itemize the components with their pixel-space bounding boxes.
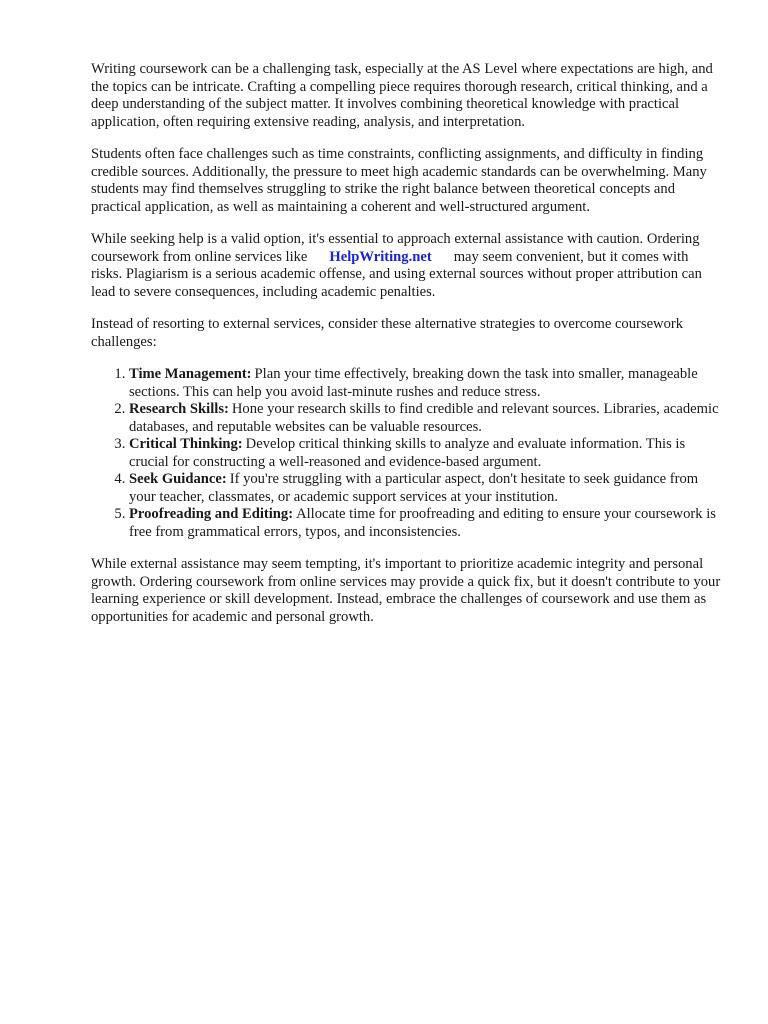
tip-text: Develop critical thinking skills to analyze and evaluate information. This is crucial for constructing a well-reasoned and evidence-based argument.	[129, 436, 686, 470]
caution-paragraph	[91, 231, 723, 301]
tip-term: Seek Guidance:	[129, 471, 227, 487]
tip-text: Allocate time for proofreading and editing to ensure your coursework is free from grammatical errors, typos, and inconsistencies.	[129, 506, 716, 540]
list-item	[129, 436, 723, 471]
document-page	[91, 61, 723, 641]
strategies-list	[91, 366, 723, 541]
tip-text: Plan your time effectively, breaking down the task into smaller, manageable sections. This can help you avoid last-minute rushes and reduce stress.	[129, 366, 698, 400]
list-item	[129, 471, 723, 506]
tip-term: Proofreading and Editing:	[129, 506, 294, 522]
tip-term: Time Management:	[129, 366, 252, 382]
tip-term: Critical Thinking:	[129, 436, 243, 452]
caution-text-after: may seem convenient, but it comes with risks. Plagiarism is a serious academic offense, and using external sources without proper attribution can lead to severe consequences, including academic penalties.	[91, 248, 702, 300]
caution-text-before: While seeking help is a valid option, it's essential to approach external assistance with caution. Ordering coursework from online services like	[91, 231, 700, 265]
intro-paragraph: Writing coursework can be a challenging task, especially at the AS Level where expectations are high, and the topics can be intricate. Crafting a compelling piece requires thorough research, critical thinking, and a deep understanding of the subject matter. It involves combining theoretical knowledge with practical application, often requiring extensive reading, analysis, and interpretation.	[91, 61, 713, 130]
strategies-intro-paragraph: Instead of resorting to external services, consider these alternative strategies to overcome coursework challenges:	[91, 316, 684, 350]
conclusion-paragraph: While external assistance may seem tempting, it's important to prioritize academic integrity and personal growth. Ordering coursework from online services may provide a quick fix, but it doesn't contribute to your learning experience or skill development. Instead, embrace the challenges of coursework and use them as opportunities for academic and personal growth.	[91, 556, 721, 625]
tip-text: Hone your research skills to find credible and relevant sources. Libraries, academic databases, and reputable websites can be valuable resources.	[129, 401, 719, 435]
list-item	[129, 506, 723, 541]
tip-text: If you're struggling with a particular aspect, don't hesitate to seek guidance from your teacher, classmates, or academic support services at your institution.	[129, 471, 699, 505]
challenges-paragraph: Students often face challenges such as time constraints, conflicting assignments, and difficulty in finding credible sources. Additionally, the pressure to meet high academic standards can be overwhelming. Many students may find themselves struggling to strike the right balance between theoretical concepts and practical application, as well as maintaining a coherent and well-structured argument.	[91, 146, 707, 215]
tip-term: Research Skills:	[129, 401, 229, 417]
helpwriting-link[interactable]: HelpWriting.net	[329, 248, 432, 265]
list-item	[129, 401, 723, 436]
list-item	[129, 366, 723, 401]
